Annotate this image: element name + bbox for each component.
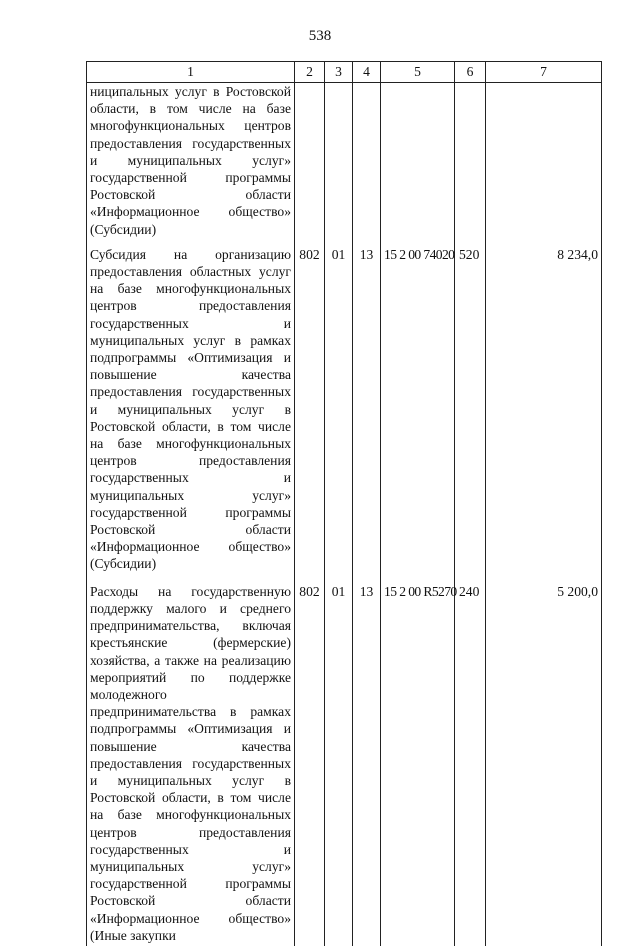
- header-row: [87, 62, 602, 83]
- cell-rz: [325, 83, 353, 238]
- column-header-7: 7: [486, 62, 602, 83]
- cell-sum: 8 234,0: [486, 238, 602, 575]
- page-number: 538: [308, 28, 332, 44]
- column-header-6: 6: [455, 62, 486, 83]
- row-description: Расходы на государственную поддержку малого и среднего предпринимательства, включая крестьянские (фермерские) хозяйства, а также на реализацию мероприятий по поддержке молодежного предпринимательства в рамках подпрограммы «Оптимизация и повышение качества предоставления государственных и муниципальных услуг в Ростовской области, в том числе на базе многофункциональных центров предоставления государственных и муниципальных услуг» государственной программы Ростовской области «Информационное общество» (Иные закупки: [87, 575, 295, 946]
- budget-table: [86, 61, 602, 946]
- cell-vr: 240: [455, 575, 486, 946]
- column-header-1: 1: [87, 62, 295, 83]
- cell-pr: 13: [353, 238, 381, 575]
- table-row: [87, 83, 602, 238]
- table-row: [87, 238, 602, 575]
- cell-sum: [486, 83, 602, 238]
- cell-vr: 520: [455, 238, 486, 575]
- table-row: [87, 575, 602, 946]
- column-header-3: 3: [325, 62, 353, 83]
- row-description: ниципальных услуг в Ростовской области, в том числе на базе многофункциональных центров предоставления государственных и муниципальных услуг» государственной программы Ростовской области «Информационное общество» (Субсидии): [87, 83, 295, 238]
- cell-csr: 15 2 00 74020: [381, 238, 455, 575]
- column-header-4: 4: [353, 62, 381, 83]
- row-description: Субсидия на организацию предоставления областных услуг на базе многофункциональных центров предоставления государственных и муниципальных услуг в рамках подпрограммы «Оптимизация и повышение качества предоставления государственных и муниципальных услуг в Ростовской области, в том числе на базе многофункциональных центров предоставления государственных и муниципальных услуг» государственной программы Ростовской области «Информационное общество» (Субсидии): [87, 238, 295, 575]
- cell-pr: 13: [353, 575, 381, 946]
- column-header-2: 2: [295, 62, 325, 83]
- cell-ved: 802: [295, 575, 325, 946]
- cell-rz: 01: [325, 238, 353, 575]
- cell-sum: 5 200,0: [486, 575, 602, 946]
- cell-ved: [295, 83, 325, 238]
- cell-vr: [455, 83, 486, 238]
- cell-ved: 802: [295, 238, 325, 575]
- cell-rz: 01: [325, 575, 353, 946]
- cell-csr: 15 2 00 R5270: [381, 575, 455, 946]
- cell-csr: [381, 83, 455, 238]
- column-header-5: 5: [381, 62, 455, 83]
- cell-pr: [353, 83, 381, 238]
